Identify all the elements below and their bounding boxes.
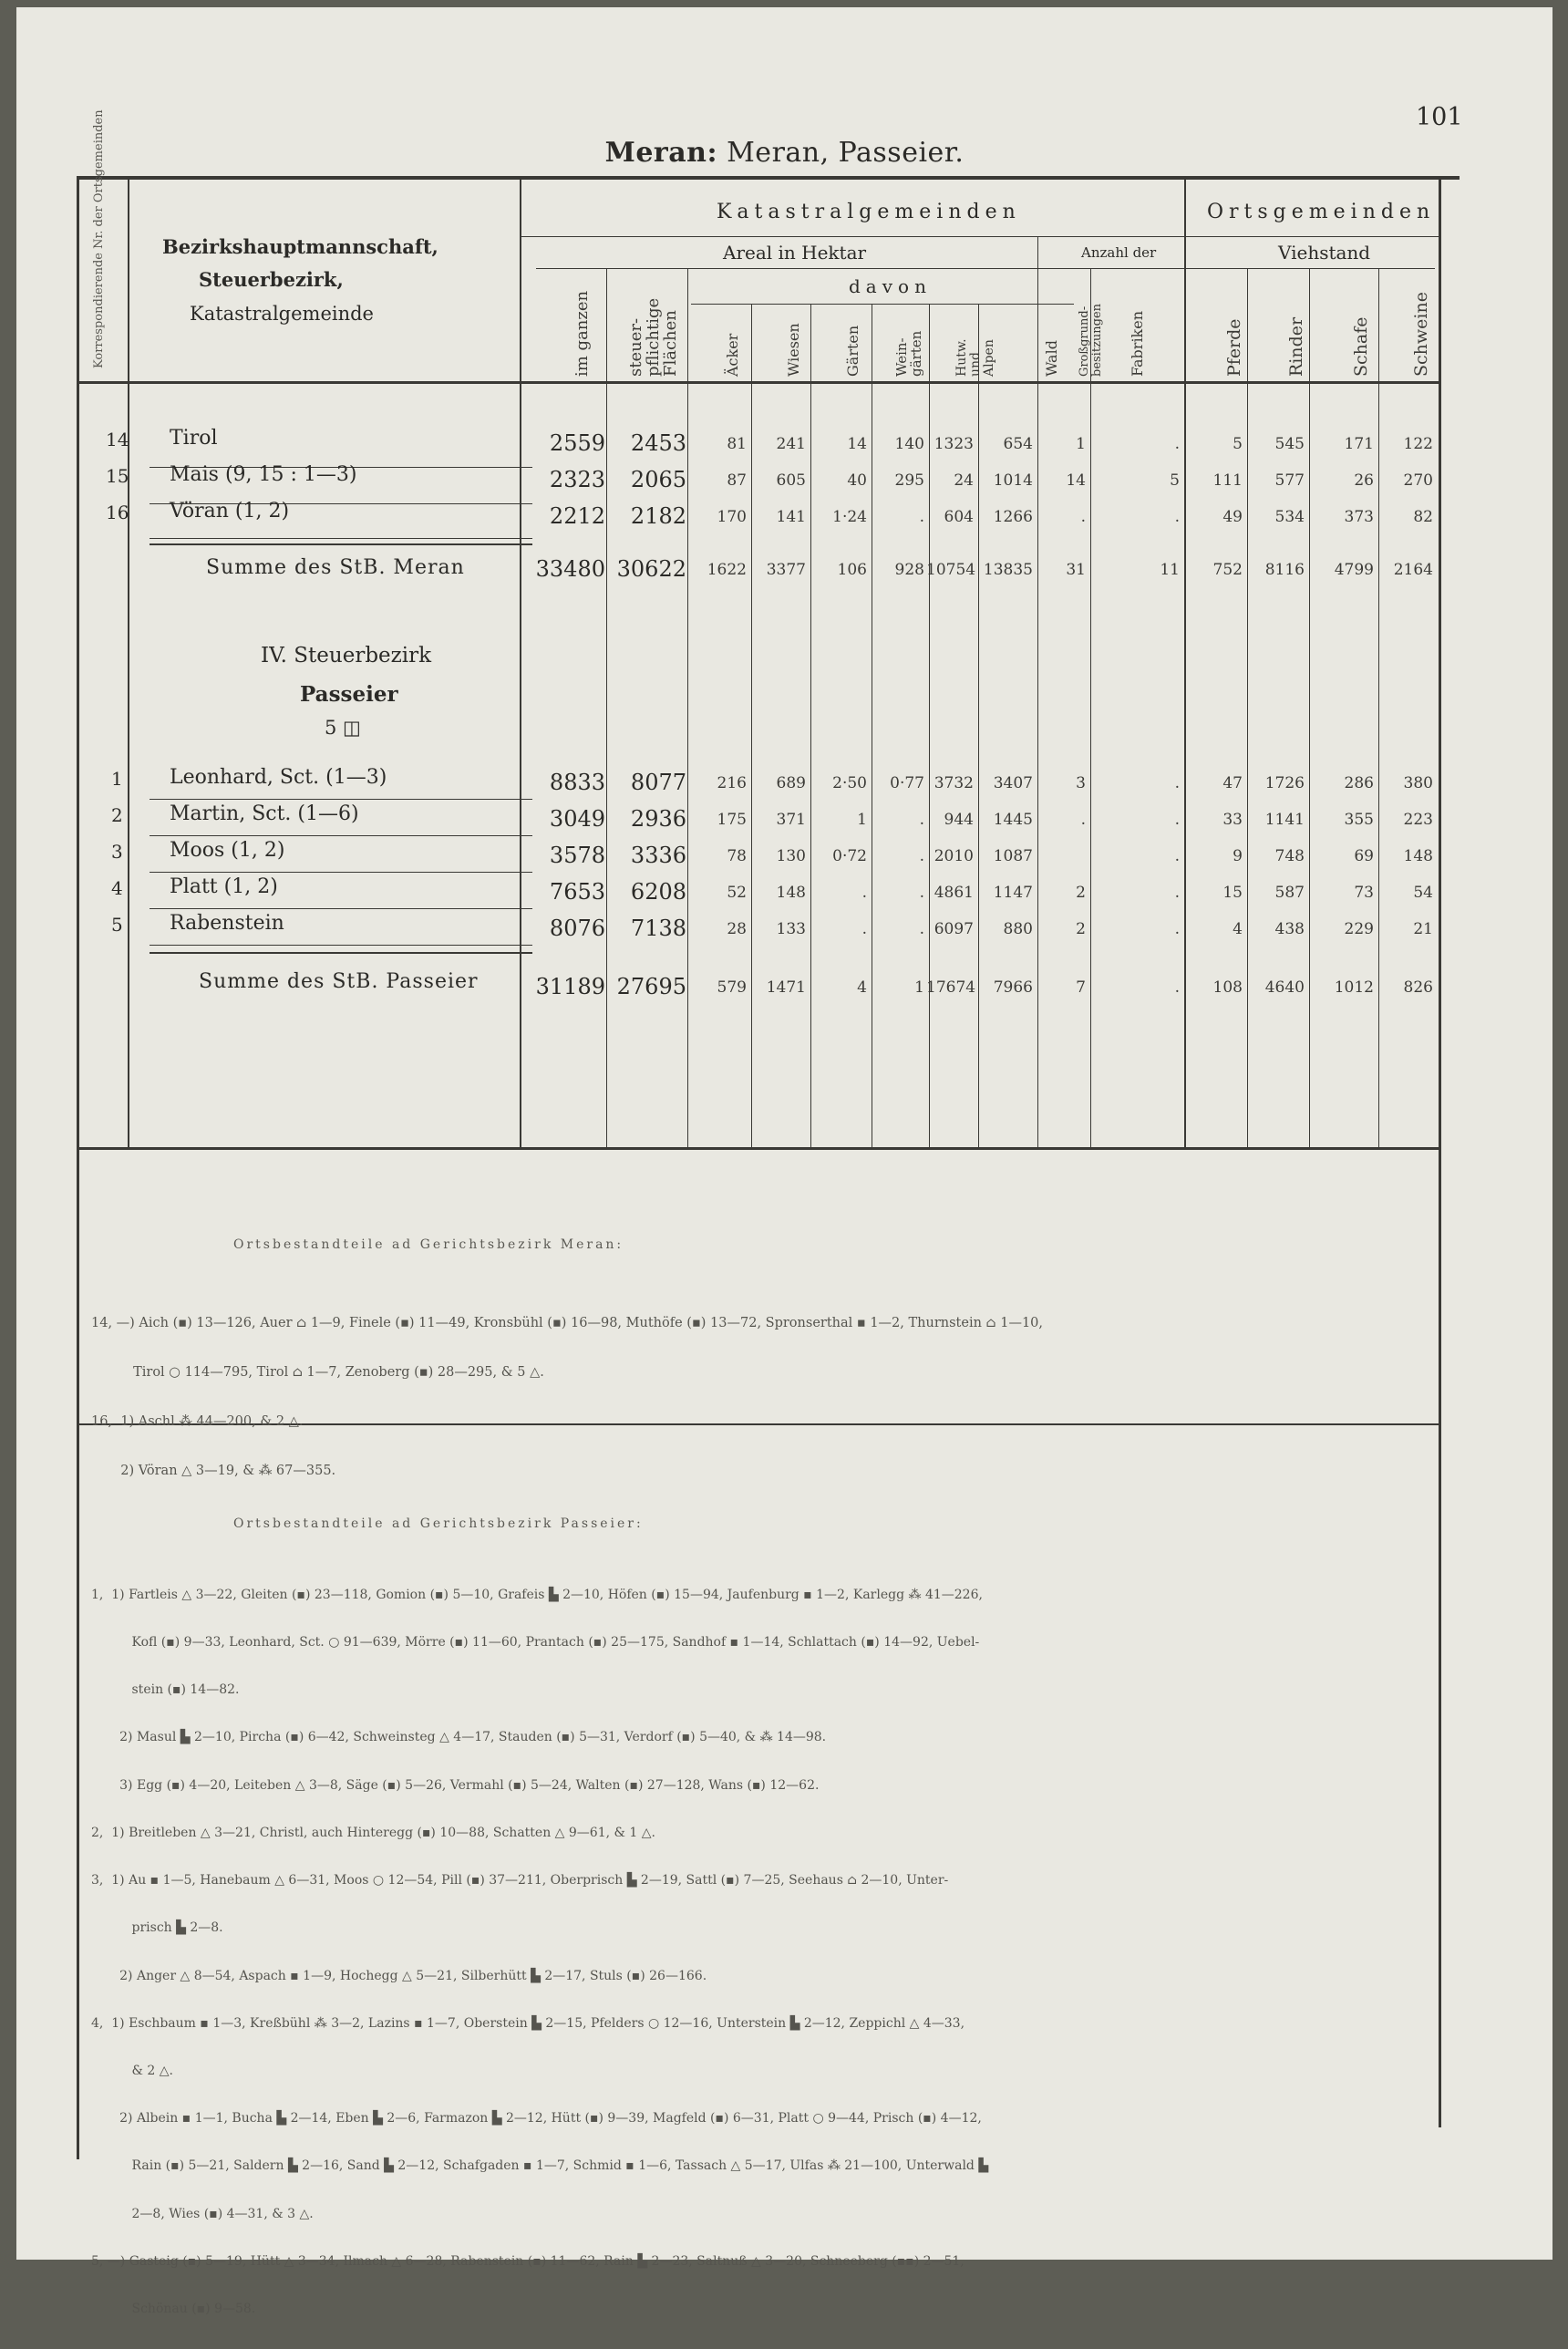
meran-row-2-c5: .: [919, 508, 924, 526]
page-number: 101: [1416, 103, 1463, 131]
passeier-row-0-c2: 216: [717, 774, 747, 792]
sum-meran-c5: 928: [894, 561, 924, 579]
col-im-ganzen: im ganzen: [573, 290, 592, 377]
passeier-row-0-c12: 286: [1344, 774, 1374, 792]
row-name: Rabenstein: [170, 912, 284, 935]
sum-passeier-c13: 826: [1403, 978, 1433, 997]
passeier-row-2-c2: 78: [727, 847, 747, 865]
sum-passeier-c9: .: [1174, 978, 1180, 997]
sum-passeier-c2: 579: [717, 978, 747, 997]
meran-row-1-c7: 1014: [993, 471, 1033, 490]
passeier-row-1-c6: 944: [944, 811, 974, 829]
meran-row-2-c2: 170: [717, 508, 747, 526]
notes-passeier-title: Ortsbestandteile ad Gerichtsbezirk Passeier:: [233, 1516, 644, 1531]
col-schafe: Schafe: [1351, 316, 1371, 377]
passeier-row-2-c7: 1087: [993, 847, 1033, 865]
col-sep: [1378, 269, 1379, 1147]
sum-meran-c8: 31: [1066, 561, 1086, 579]
note-line: stein (▪) 14—82.: [91, 1682, 240, 1698]
header-rule-3: [691, 304, 1074, 305]
row-nr: 3: [111, 841, 123, 863]
row-nr: 2: [111, 804, 123, 826]
orts-col-rule: [1184, 176, 1186, 1147]
areal-header: Areal in Hektar: [723, 242, 867, 264]
meran-row-2-c7: 1266: [993, 508, 1033, 526]
frame-left-rule: [77, 176, 79, 2159]
row-name: Moos (1, 2): [170, 839, 285, 862]
passeier-row-3-c9: .: [1174, 884, 1180, 902]
meran-row-2-c6: 604: [944, 508, 974, 526]
passeier-row-4-c13: 21: [1413, 920, 1433, 938]
col-gross: [1078, 304, 1104, 377]
passeier-row-1-c7: 1445: [993, 811, 1033, 829]
sum-meran-label: Summe des StB. Meran: [206, 556, 465, 579]
passeier-row-2-c1: 3336: [630, 843, 686, 868]
passeier-row-3-c0: 7653: [549, 879, 605, 905]
passeier-row-2-c9: .: [1174, 847, 1180, 865]
note-line: 4, 1) Eschbaum ▪ 1—3, Kreßbühl ⁂ 3—2, Lazins ▪ 1—7, Oberstein ▙ 2—15, Pfelders ○ 12—16, Unterstein ▙ 2—12, Zeppichl △ 4—33,: [91, 2015, 965, 2031]
sum-passeier-c10: 108: [1212, 978, 1243, 997]
meran-row-2-c13: 82: [1413, 508, 1433, 526]
row-nr: 5: [111, 914, 123, 936]
sum-meran-c0: 33480: [535, 556, 605, 582]
viehstand-header: Viehstand: [1278, 242, 1371, 264]
meran-row-0-c9: .: [1174, 435, 1180, 453]
passeier-row-4-c10: 4: [1233, 920, 1243, 938]
sum-meran-c10: 752: [1212, 561, 1243, 579]
passeier-row-3-c6: 4861: [934, 884, 974, 902]
row-rule: [150, 908, 532, 909]
passeier-row-4-c9: .: [1174, 920, 1180, 938]
sum-passeier-c8: 7: [1076, 978, 1086, 997]
passeier-row-3-c12: 73: [1354, 884, 1374, 902]
col-sep: [751, 304, 752, 1147]
passeier-row-1-c11: 1141: [1264, 811, 1305, 829]
sum-meran-c13: 2164: [1393, 561, 1433, 579]
note-line: 5, —) Gasteig (▪) 5—19, Hütt △ 3—34, Ilmach △ 6—28, Rabenstein (▪) 11—62, Rain ▙ 2—23, Saltnuß △ 3—20, Schneeberg (▪▪) 2—51,: [91, 2253, 965, 2269]
notes-meran-title: Ortsbestandteile ad Gerichtsbezirk Meran:: [233, 1237, 624, 1252]
meran-row-1-c5: 295: [894, 471, 924, 490]
passeier-row-2-c3: 130: [776, 847, 806, 865]
meran-row-2-c8: .: [1080, 508, 1086, 526]
meran-row-1-c8: 14: [1066, 471, 1086, 490]
row-nr: 4: [111, 877, 123, 899]
col-pferde: Pferde: [1224, 318, 1244, 377]
passeier-row-3-c13: 54: [1413, 884, 1433, 902]
meran-row-2-c4: 1·24: [832, 508, 867, 526]
sum-meran-c3: 3377: [766, 561, 806, 579]
page-heading: [16, 137, 1553, 169]
col-gaerten: Gärten: [844, 325, 861, 377]
row-rule: [150, 872, 532, 873]
notes-passeier-body: [91, 1556, 988, 2349]
korr-col-rule: [128, 176, 129, 1147]
col-gross-2: besitzungen: [1090, 303, 1104, 377]
meran-row-0-c5: 140: [894, 435, 924, 453]
col-sep: [1247, 269, 1248, 1147]
row-name: Martin, Sct. (1—6): [170, 802, 359, 825]
meran-row-0-c2: 81: [727, 435, 747, 453]
passeier-row-1-c10: 33: [1222, 811, 1243, 829]
name-col-line1: Bezirkshauptmannschaft,: [162, 235, 438, 258]
meran-row-1-c0: 2323: [549, 467, 605, 492]
meran-row-1-c11: 577: [1274, 471, 1305, 490]
col-sep: [606, 269, 607, 1147]
row-rule: [150, 799, 532, 800]
col-acker: Äcker: [724, 333, 741, 377]
passeier-row-1-c8: .: [1080, 811, 1086, 829]
passeier-row-1-c3: 371: [776, 811, 806, 829]
col-steuer: [627, 298, 679, 377]
col-sep: [687, 269, 688, 1147]
sum-passeier-c11: 4640: [1264, 978, 1305, 997]
note-line: 2) Anger △ 8—54, Aspach ▪ 1—9, Hochegg △ 5—21, Silberhütt ▙ 2—17, Stuls (▪) 26—166.: [91, 1968, 707, 1983]
note-line: Tirol ○ 114—795, Tirol ⌂ 1—7, Zenoberg (▪) 28—295, & 5 △.: [91, 1365, 544, 1380]
col-hutw-3: Alpen: [982, 339, 996, 377]
meran-row-1-c3: 605: [776, 471, 806, 490]
note-line: Kofl (▪) 9—33, Leonhard, Sct. ○ 91—639, Mörre (▪) 11—60, Prantach (▪) 25—175, Sandhof ▪ 1—14, Schlattach (▪) 14—92, Uebel-: [91, 1635, 980, 1651]
sum-passeier-c6: 17674: [926, 978, 976, 997]
col-gross-1: Großgrund-: [1078, 305, 1091, 377]
passeier-row-2-c6: 2010: [934, 847, 974, 865]
passeier-row-0-c3: 689: [776, 774, 806, 792]
passeier-row-0-c13: 380: [1403, 774, 1433, 792]
passeier-row-0-c0: 8833: [549, 770, 605, 795]
row-rule: [150, 945, 532, 946]
col-hutw: [955, 338, 996, 377]
meran-row-0-c1: 2453: [630, 430, 686, 456]
meran-row-1-c10: 111: [1212, 471, 1243, 490]
note-line: 2) Vöran △ 3—19, & ⁂ 67—355.: [91, 1464, 336, 1478]
meran-row-2-c9: .: [1174, 508, 1180, 526]
row-rule: [150, 952, 532, 954]
passeier-row-3-c2: 52: [727, 884, 747, 902]
note-line: 2—8, Wies (▪) 4—31, & 3 △.: [91, 2206, 314, 2221]
passeier-row-0-c6: 3732: [934, 774, 974, 792]
passeier-row-3-c11: 587: [1274, 884, 1305, 902]
passeier-row-3-c1: 6208: [630, 879, 686, 905]
name-col-line2: Steuerbezirk,: [199, 268, 344, 291]
sum-meran-c2: 1622: [707, 561, 747, 579]
passeier-heading-1: IV. Steuerbezirk: [261, 644, 432, 667]
col-steuer-1: steuer-: [626, 317, 645, 377]
heading-district: Meran:: [604, 137, 718, 169]
note-line: 16, 1) Aschl ⁂ 44—200, & 2 △.: [91, 1414, 304, 1429]
passeier-row-1-c12: 355: [1344, 811, 1374, 829]
passeier-row-3-c3: 148: [776, 884, 806, 902]
meran-row-2-c1: 2182: [630, 503, 686, 529]
passeier-row-0-c1: 8077: [630, 770, 686, 795]
col-sep: [978, 304, 979, 1147]
passeier-row-4-c8: 2: [1076, 920, 1086, 938]
col-wein: [894, 331, 923, 377]
meran-row-1-c9: 5: [1170, 471, 1180, 490]
col-rinder: Rinder: [1286, 316, 1306, 377]
row-rule: [150, 835, 532, 836]
passeier-row-4-c1: 7138: [630, 916, 686, 941]
note-line: 14, —) Aich (▪) 13—126, Auer ⌂ 1—9, Finele (▪) 11—49, Kronsbühl (▪) 16—98, Muthöfe (▪) 13—72, Spronserthal ▪ 1—2, Thurnstein ⌂ 1—10,: [91, 1316, 1044, 1330]
meran-row-0-c7: 654: [1003, 435, 1033, 453]
meran-row-0-c0: 2559: [549, 430, 605, 456]
passeier-row-3-c10: 15: [1222, 884, 1243, 902]
meran-row-1-c4: 40: [847, 471, 867, 490]
meran-row-2-c3: 141: [776, 508, 806, 526]
col-schweine: Schweine: [1411, 292, 1431, 377]
passeier-row-1-c1: 2936: [630, 806, 686, 832]
meran-row-1-c2: 87: [727, 471, 747, 490]
passeier-heading-3: 5 ◫: [325, 717, 361, 739]
passeier-row-4-c6: 6097: [934, 920, 974, 938]
sum-passeier-label: Summe des StB. Passeier: [199, 970, 479, 993]
col-sep: [1309, 269, 1310, 1147]
orts-header: Ortsgemeinden: [1207, 201, 1436, 223]
passeier-row-3-c4: .: [861, 884, 867, 902]
meran-row-0-c6: 1323: [934, 435, 974, 453]
col-sep: [929, 304, 930, 1147]
sum-meran-c6: 10754: [926, 561, 976, 579]
header-rule-2b: [1189, 268, 1435, 269]
notes-meran-body: [91, 1282, 1043, 1512]
note-line: 1, 1) Fartleis △ 3—22, Gleiten (▪) 23—118, Gomion (▪) 5—10, Grafeis ▙ 2—10, Höfen (▪) 15—94, Jaufenburg ▪ 1—2, Karlegg ⁂ 41—226,: [91, 1587, 983, 1602]
sum-passeier-c0: 31189: [535, 974, 605, 999]
passeier-row-0-c11: 1726: [1264, 774, 1305, 792]
sum-passeier-c5: 1: [914, 978, 924, 997]
meran-row-2-c0: 2212: [549, 503, 605, 529]
passeier-row-0-c7: 3407: [993, 774, 1033, 792]
document-page: [16, 7, 1553, 2317]
row-nr: 15: [106, 465, 129, 487]
row-nr: 1: [111, 768, 123, 790]
name-col-rule: [520, 176, 521, 1147]
meran-row-2-c11: 534: [1274, 508, 1305, 526]
meran-row-0-c8: 1: [1076, 435, 1086, 453]
note-line: 3) Egg (▪) 4—20, Leiteben △ 3—8, Säge (▪) 5—26, Vermahl (▪) 5—24, Walten (▪) 27—128, Wans (▪) 12—62.: [91, 1777, 820, 1793]
passeier-row-3-c8: 2: [1076, 884, 1086, 902]
meran-row-1-c12: 26: [1354, 471, 1374, 490]
header-rule-1: [521, 236, 1441, 237]
table-bottom-rule: [77, 1147, 1441, 1150]
meran-row-0-c13: 122: [1403, 435, 1433, 453]
note-line: prisch ▙ 2—8.: [91, 1920, 223, 1936]
meran-row-2-c12: 373: [1344, 508, 1374, 526]
passeier-row-0-c10: 47: [1222, 774, 1243, 792]
row-nr: 14: [106, 429, 129, 450]
col-steuer-3: Flächen: [661, 310, 680, 377]
meran-row-1-c13: 270: [1403, 471, 1433, 490]
row-rule: [150, 538, 532, 539]
passeier-row-0-c4: 2·50: [832, 774, 867, 792]
table-top-rule: [77, 176, 1460, 180]
passeier-row-2-c12: 69: [1354, 847, 1374, 865]
passeier-row-4-c12: 229: [1344, 920, 1374, 938]
sum-meran-c11: 8116: [1264, 561, 1305, 579]
meran-row-0-c4: 14: [847, 435, 867, 453]
passeier-row-2-c10: 9: [1233, 847, 1243, 865]
passeier-row-4-c7: 880: [1003, 920, 1033, 938]
passeier-row-1-c4: 1: [857, 811, 867, 829]
passeier-heading-2: Passeier: [300, 682, 398, 707]
col-wein-1: Wein-: [893, 337, 910, 377]
sum-passeier-c12: 1012: [1334, 978, 1374, 997]
passeier-row-2-c4: 0·72: [832, 847, 867, 865]
passeier-row-4-c5: .: [919, 920, 924, 938]
note-line: 3, 1) Au ▪ 1—5, Hanebaum △ 6—31, Moos ○ 12—54, Pill (▪) 37—211, Oberprisch ▙ 2—19, Sattl (▪) 7—25, Seehaus ⌂ 2—10, Unter-: [91, 1873, 949, 1889]
sum-meran-c1: 30622: [616, 556, 686, 582]
col-fabriken: Fabriken: [1129, 310, 1146, 377]
anzahl-header: Anzahl der: [1081, 244, 1157, 261]
sum-passeier-c1: 27695: [616, 974, 686, 999]
meran-row-2-c10: 49: [1222, 508, 1243, 526]
name-col-line3: Katastralgemeinde: [190, 303, 374, 325]
katastral-header: Katastralgemeinden: [717, 201, 1021, 223]
note-line: Schönau (▪) 9—58.: [91, 2302, 256, 2317]
sum-passeier-c4: 4: [857, 978, 867, 997]
sum-meran-c7: 13835: [983, 561, 1033, 579]
meran-row-0-c10: 5: [1233, 435, 1243, 453]
col-sep: [810, 304, 811, 1147]
passeier-row-4-c0: 8076: [549, 916, 605, 941]
col-wald: Wald: [1043, 340, 1060, 377]
col-sep: [1090, 269, 1091, 1147]
sum-meran-c9: 11: [1160, 561, 1180, 579]
meran-row-0-c12: 171: [1344, 435, 1374, 453]
meran-row-1-c6: 24: [954, 471, 974, 490]
davon-header: davon: [849, 275, 932, 297]
col-wein-2: gärten: [908, 330, 924, 377]
passeier-row-0-c5: 0·77: [890, 774, 924, 792]
passeier-row-4-c3: 133: [776, 920, 806, 938]
row-name: Leonhard, Sct. (1—3): [170, 766, 387, 789]
passeier-row-0-c8: 3: [1076, 774, 1086, 792]
row-rule: [150, 543, 532, 545]
meran-row-0-c3: 241: [776, 435, 806, 453]
meran-row-0-c11: 545: [1274, 435, 1305, 453]
col-steuer-2: pflichtige: [644, 297, 663, 377]
passeier-row-4-c4: .: [861, 920, 867, 938]
note-line: 2) Albein ▪ 1—1, Bucha ▙ 2—14, Eben ▙ 2—6, Farmazon ▙ 2—12, Hütt (▪) 9—39, Magfeld (▪) 6—31, Platt ○ 9—44, Prisch (▪) 4—12,: [91, 2111, 982, 2127]
note-line: 2, 1) Breitleben △ 3—21, Christl, auch Hinteregg (▪) 10—88, Schatten △ 9—61, & 1 △.: [91, 1825, 656, 1840]
passeier-row-4-c11: 438: [1274, 920, 1305, 938]
passeier-row-2-c13: 148: [1403, 847, 1433, 865]
frame-right-rule: [1439, 176, 1441, 2127]
passeier-row-2-c11: 748: [1274, 847, 1305, 865]
col-hutw-1: Hutw.: [954, 338, 969, 377]
passeier-row-3-c5: .: [919, 884, 924, 902]
row-nr: 16: [106, 502, 129, 523]
note-line: & 2 △.: [91, 2064, 173, 2078]
heading-places: Meran, Passeier.: [727, 137, 965, 169]
passeier-row-3-c7: 1147: [993, 884, 1033, 902]
sum-passeier-c3: 1471: [766, 978, 806, 997]
passeier-row-1-c0: 3049: [549, 806, 605, 832]
passeier-row-0-c9: .: [1174, 774, 1180, 792]
passeier-row-1-c5: .: [919, 811, 924, 829]
sum-meran-c12: 4799: [1334, 561, 1374, 579]
passeier-row-1-c9: .: [1174, 811, 1180, 829]
header-bottom-rule: [77, 381, 1441, 384]
passeier-row-4-c2: 28: [727, 920, 747, 938]
row-name: Tirol: [170, 427, 218, 450]
col-hutw-2: und: [968, 352, 983, 377]
row-name: Vöran (1, 2): [170, 500, 290, 523]
meran-row-1-c1: 2065: [630, 467, 686, 492]
row-name: Platt (1, 2): [170, 875, 278, 898]
sum-passeier-c7: 7966: [993, 978, 1033, 997]
passeier-row-1-c13: 223: [1403, 811, 1433, 829]
col-wiesen: Wiesen: [785, 323, 802, 377]
passeier-row-1-c2: 175: [717, 811, 747, 829]
passeier-row-2-c0: 3578: [549, 843, 605, 868]
row-name: Mais (9, 15 : 1—3): [170, 463, 357, 486]
col-sep: [1037, 237, 1038, 1147]
sum-meran-c4: 106: [837, 561, 867, 579]
note-line: Rain (▪) 5—21, Saldern ▙ 2—16, Sand ▙ 2—12, Schafgaden ▪ 1—7, Schmid ▪ 1—6, Tassach △ 5—17, Ulfas ⁂ 21—100, Unterwald ▙: [91, 2158, 989, 2174]
passeier-row-2-c5: .: [919, 847, 924, 865]
note-line: 2) Masul ▙ 2—10, Pircha (▪) 6—42, Schweinsteg △ 4—17, Stauden (▪) 5—31, Verdorf (▪) 5—40, & ⁂ 14—98.: [91, 1730, 827, 1745]
korr-col-label: Korrespondierende Nr. der Ortsgemeinden: [92, 109, 106, 368]
